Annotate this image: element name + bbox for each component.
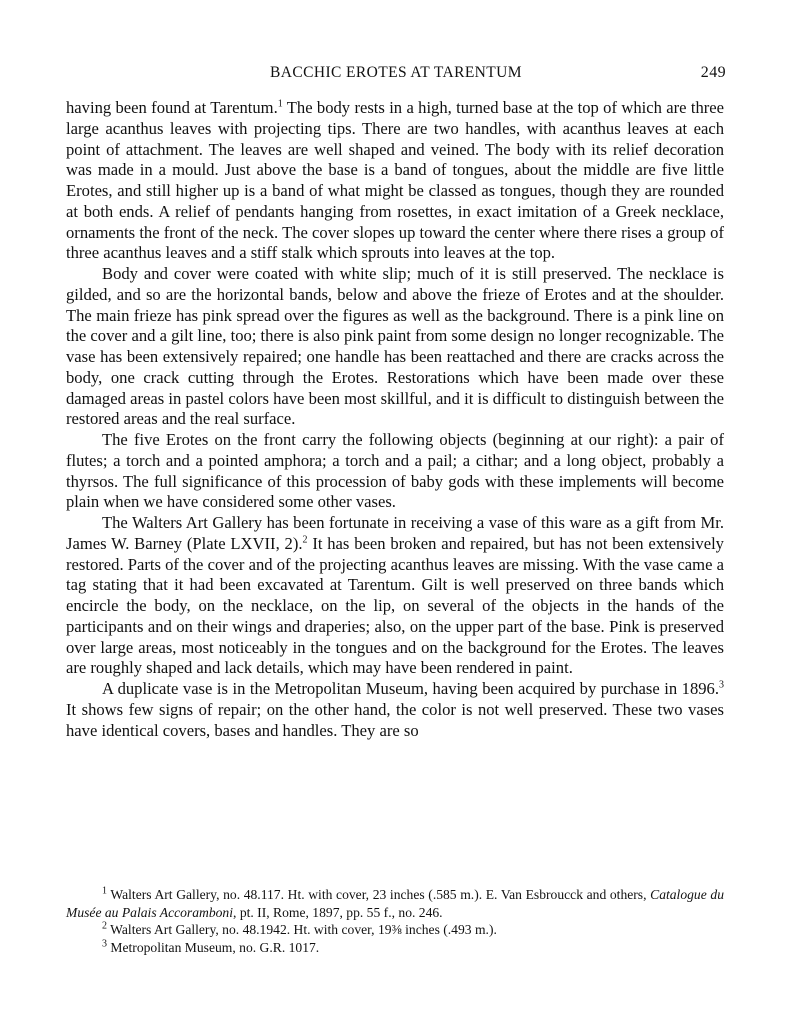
- footnotes: [66, 886, 724, 956]
- text-run: It shows few signs of repair; on the other hand, the color is not well preserved. These two vases have identical covers, bases and handles. They are so: [66, 699, 724, 740]
- footnote: [66, 939, 724, 957]
- text-run: Metropolitan Museum, no. G.R. 1017.: [107, 939, 320, 955]
- text-run: Body and cover were coated with white slip; much of it is still preserved. The necklace is gilded, and so are the horizontal bands, below and above the frieze of Erotes and at the shoulder. The main frieze has pink spread over the figures as well as the background. There is a pink line on the cover and a gilt line, too; there is also pink paint from some design no longer recognizable. The vase has been extensively repaired; one handle has been reattached and there are cracks across the body, one crack cutting through the Erotes. Restorations which have been made over these damaged areas in pastel colors have been most skillful, and it is difficult to distinguish between the restored areas and the real surface.: [66, 264, 724, 429]
- paragraph: [66, 679, 724, 741]
- text-run: having been found at Tarentum.: [66, 98, 278, 117]
- footnote-marker: 3: [102, 938, 107, 950]
- italic-title: Catalogue du Musée au Palais Accoramboni: [66, 887, 724, 920]
- page-number: 249: [700, 64, 726, 81]
- text-run: , pt. II, Rome, 1897, pp. 55 f., no. 246.: [233, 904, 443, 920]
- text-run: The body rests in a high, turned base at the top of which are three large acanthus leaves with projecting tips. There are two handles, with acanthus leaves at each point of attachment. The leaves are well shaped and veined. The body with its relief decoration was made in a mould. Just above the base is a band of tongues, about the middle are five little Erotes, and still higher up is a band of what might be classed as tongues, though they are rounded at both ends. A relief of pendants hanging from rosettes, in exact imitation of a Greek necklace, ornaments the front of the neck. The cover slopes up toward the center where there rises a group of three acanthus leaves and a stiff stalk which sprouts into leaves at the top.: [66, 98, 724, 263]
- running-head: [66, 64, 726, 88]
- text-run: A duplicate vase is in the Metropolitan Museum, having been acquired by purchase in 1896.: [102, 679, 719, 698]
- running-head-title: BACCHIC EROTES AT TARENTUM: [270, 64, 522, 81]
- footnote: [66, 921, 724, 939]
- text-run: It has been broken and repaired, but has not been extensively restored. Parts of the cover and of the projecting acanthus leaves are missing. With the vase came a tag stating that it had been excavated at Tarentum. Gilt is well preserved on three bands which encircle the body, on the necklace, on the lip, on several of the objects in the hands of the participants and on their wings and draperies; also, on the upper part of the base. Pink is preserved over large areas, most noticeably in the tongues and on the background for the Erotes. The leaves are roughly shaped and lack details, which may have been rendered in paint.: [66, 533, 724, 678]
- footnote-marker: 1: [277, 98, 283, 110]
- text-run: Walters Art Gallery, no. 48.117. Ht. with cover, 23 inches (.585 m.). E. Van Esbroucck and others,: [107, 887, 651, 902]
- text-run: The Walters Art Gallery has been fortunate in receiving a vase of this ware as a gift from Mr. James W. Barney (Plate LXVII, 2).: [66, 513, 724, 553]
- text-run: The five Erotes on the front carry the following objects (beginning at our right): a pair of flutes; a torch and a pointed amphora; a torch and a pail; a cithar; and a long object, probably a thyrsos. The full significance of this procession of baby gods with these implements will become plain when we have considered some other vases.: [66, 430, 724, 512]
- footnote-marker: 2: [102, 920, 107, 932]
- text-run: Walters Art Gallery, no. 48.1942. Ht. with cover, 19⅜ inches (.493 m.).: [107, 922, 497, 938]
- footnote-marker: 2: [302, 534, 308, 546]
- paragraph: [66, 98, 724, 264]
- footnote: [66, 886, 724, 921]
- paragraph: [66, 430, 724, 513]
- paragraph: [66, 264, 724, 430]
- body-text: [66, 98, 724, 741]
- footnote-marker: 3: [719, 679, 724, 691]
- footnote-marker: 1: [102, 885, 107, 897]
- paragraph: [66, 513, 724, 679]
